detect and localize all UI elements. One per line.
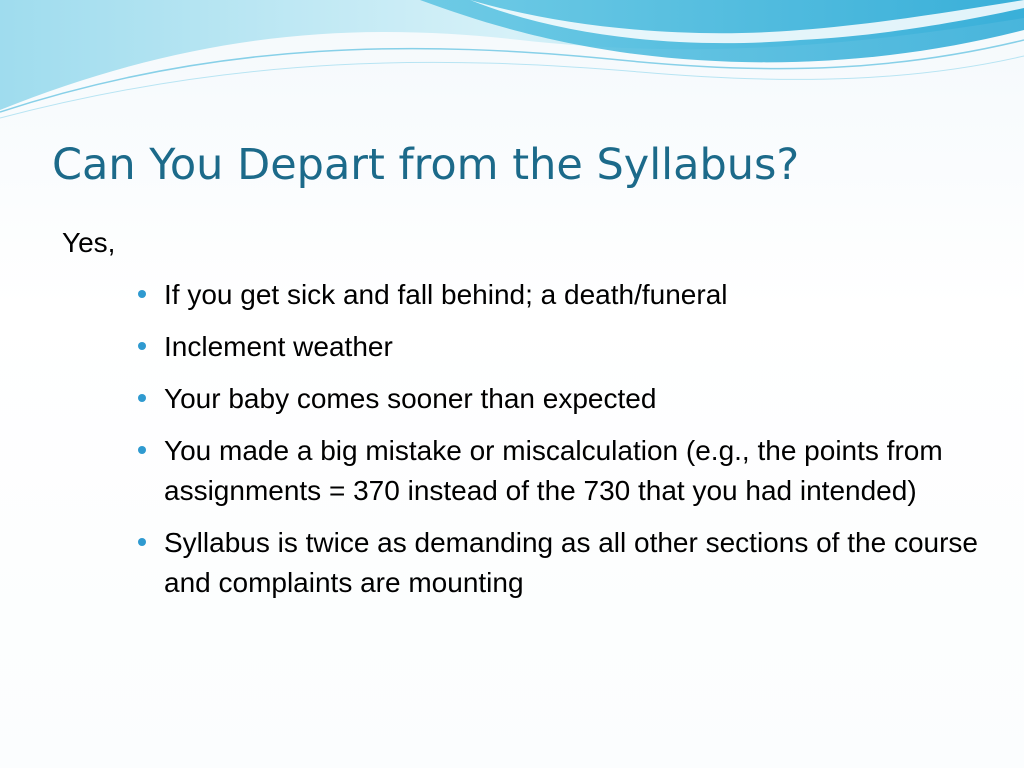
bullet-dot-icon: [138, 446, 146, 454]
list-item: [138, 275, 978, 315]
list-item: [138, 379, 978, 419]
list-item-text: Syllabus is twice as demanding as all other sections of the course and complaints are mounting: [164, 527, 978, 598]
list-item: [138, 431, 978, 511]
list-item: [138, 523, 978, 603]
list-item-text: Inclement weather: [164, 331, 393, 362]
bullet-dot-icon: [138, 290, 146, 298]
intro-text: Yes,: [62, 227, 116, 258]
list-item-text: Your baby comes sooner than expected: [164, 383, 657, 414]
slide-title: Can You Depart from the Syllabus?: [52, 140, 800, 190]
bullet-dot-icon: [138, 342, 146, 350]
bullet-list: [138, 275, 978, 615]
header-wave-decoration: [0, 0, 1024, 130]
list-item-text: If you get sick and fall behind; a death/funeral: [164, 279, 728, 310]
bullet-dot-icon: [138, 538, 146, 546]
bullet-dot-icon: [138, 394, 146, 402]
list-item: [138, 327, 978, 367]
list-item-text: You made a big mistake or miscalculation (e.g., the points from assignments = 370 instead of the 730 that you had intended): [164, 435, 943, 506]
